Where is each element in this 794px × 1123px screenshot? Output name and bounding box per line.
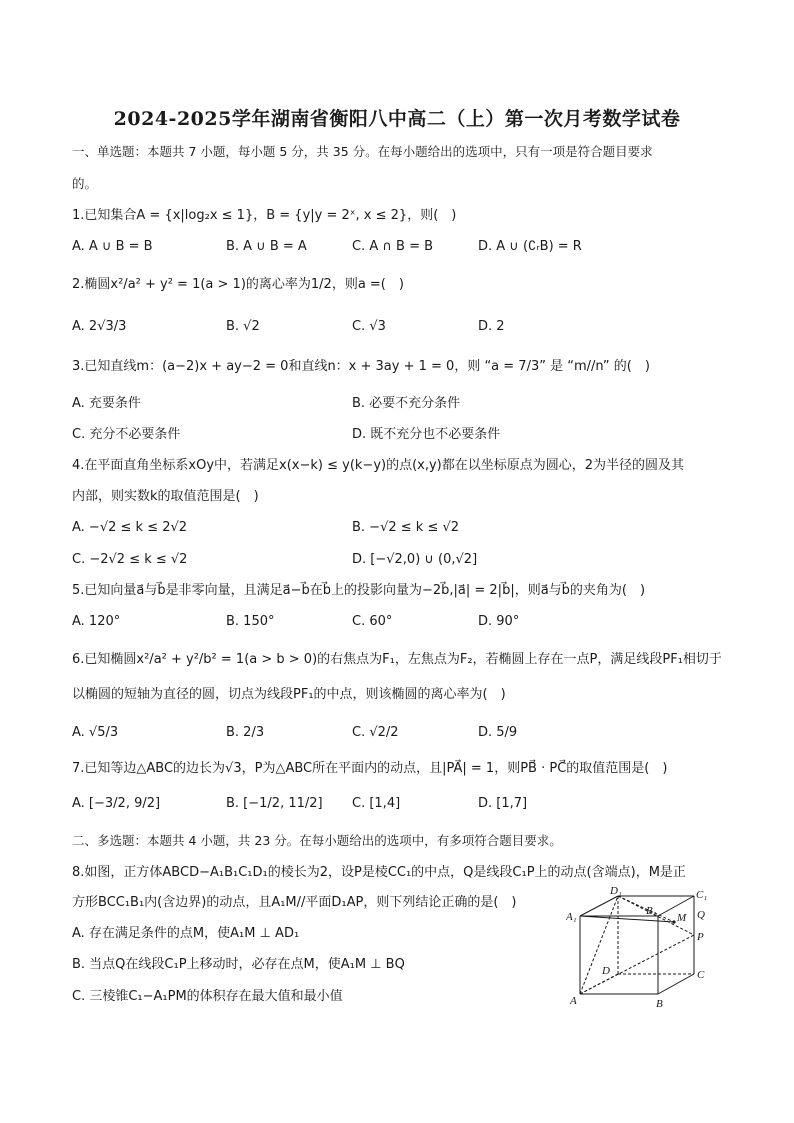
q8-option-a: A. 存在满足条件的点M，使A₁M ⊥ AD₁ (72, 926, 300, 941)
segment-ap (580, 935, 694, 994)
q8-stem-cont: 方形BCC₁B₁内(含边界)的动点，且A₁M//平面D₁AP，则下列结论正确的是( ) (72, 895, 517, 910)
q6-option-d: D. 5/9 (478, 725, 518, 740)
q5-option-a: A. 120° (72, 614, 121, 629)
label-b: B (656, 998, 663, 1010)
q2-option-a: A. 2√3/3 (72, 319, 127, 334)
q1-option-d: D. A ∪ (∁ᵣB) = R (478, 239, 582, 254)
label-m: M (677, 912, 687, 924)
label-p: P (697, 931, 704, 943)
label-a: A (570, 995, 577, 1007)
q4-option-b: B. −√2 ≤ k ≤ √2 (352, 520, 460, 535)
q1-option-b: B. A ∪ B = A (226, 239, 307, 254)
edge-bc (658, 974, 694, 994)
q5-option-c: C. 60° (352, 614, 393, 629)
q5-stem: 5.已知向量a⃗与b⃗是非零向量，且满足a⃗−b⃗在b⃗上的投影向量为−2b⃗,|a⃗| = 2|b⃗|，则a⃗与b⃗的夹角为( ) (72, 583, 646, 598)
q6-option-a: A. √5/3 (72, 725, 119, 740)
q3-option-c: C. 充分不必要条件 (72, 427, 181, 442)
q1-option-a: A. A ∪ B = B (72, 239, 153, 254)
q1-stem: 1.已知集合A = {x|log₂x ≤ 1}，B = {y|y = 2ˣ, x ≤ 2}，则( ) (72, 208, 457, 223)
segment-a1m (580, 916, 674, 922)
q5-option-d: D. 90° (478, 614, 520, 629)
q4-stem: 4.在平面直角坐标系xOy中，若满足x(x−k) ≤ y(k−y)的点(x,y)都在以坐标原点为圆心，2为半径的圆及其 (72, 458, 685, 473)
edge-b1c1 (658, 896, 694, 916)
q3-option-b: B. 必要不充分条件 (352, 396, 461, 411)
section1-heading: 一、单选题：本题共 7 小题，每小题 5 分，共 35 分。在每小题给出的选项中，只有一项是符合题目要求 (72, 144, 653, 159)
q3-option-a: A. 充要条件 (72, 396, 141, 411)
exam-title: 2024-2025学年湖南省衡阳八中高二（上）第一次月考数学试卷 (113, 108, 681, 130)
q6-stem-cont: 以椭圆的短轴为直径的圆，切点为线段PF₁的中点，则该椭圆的离心率为( ) (72, 687, 506, 702)
segment-ad1 (580, 896, 618, 994)
point-m (672, 920, 675, 923)
q1-option-c: C. A ∩ B = B (352, 239, 434, 254)
q3-stem: 3.已知直线m：(a−2)x + ay−2 = 0和直线n：x + 3ay + 1 = 0，则 “a = 7/3” 是 “m//n” 的( ) (72, 359, 650, 374)
label-d1: D₁ (610, 885, 622, 897)
q2-option-b: B. √2 (226, 319, 260, 334)
section2-heading: 二、多选题：本题共 4 小题，共 23 分。在每小题给出的选项中，有多项符合题目要求。 (72, 833, 562, 848)
q8-option-c: C. 三棱锥C₁−A₁PM的体积存在最大值和最小值 (72, 989, 343, 1004)
label-c1: C₁ (696, 889, 708, 901)
q7-option-c: C. [1,4] (352, 796, 401, 811)
q7-option-b: B. [−1/2, 11/2] (226, 796, 323, 811)
q2-option-c: C. √3 (352, 319, 386, 334)
q6-option-b: B. 2/3 (226, 725, 265, 740)
q4-stem-cont: 内部，则实数k的取值范围是( ) (72, 489, 259, 504)
q6-stem: 6.已知椭圆x²/a² + y²/b² = 1(a > b > 0)的右焦点为F₁，左焦点为F₂，若椭圆上存在一点P，满足线段PF₁相切于 (72, 652, 722, 667)
q3-option-d: D. 既不充分也不必要条件 (352, 427, 501, 442)
label-c: C (697, 969, 705, 981)
edge-a1d1 (580, 896, 618, 916)
q6-option-c: C. √2/2 (352, 725, 399, 740)
cube-figure (566, 884, 718, 1012)
label-d: D (602, 965, 610, 977)
q4-option-c: C. −2√2 ≤ k ≤ √2 (72, 552, 188, 567)
section1-heading-cont: 的。 (72, 176, 98, 191)
q7-stem: 7.已知等边△ABC的边长为√3，P为△ABC所在平面内的动点，且|PA⃗| = 1，则PB⃗ · PC⃗的取值范围是( ) (72, 761, 668, 776)
q5-option-b: B. 150° (226, 614, 275, 629)
q2-option-d: D. 2 (478, 319, 505, 334)
q8-stem: 8.如图，正方体ABCD−A₁B₁C₁D₁的棱长为2，设P是棱CC₁的中点，Q是线段C₁P上的动点(含端点)，M是正 (72, 865, 686, 880)
q7-option-d: D. [1,7] (478, 796, 528, 811)
q4-option-a: A. −√2 ≤ k ≤ 2√2 (72, 520, 188, 535)
label-q: Q (697, 909, 705, 921)
q4-option-d: D. [−√2,0) ∪ (0,√2] (352, 552, 478, 567)
q8-option-b: B. 当点Q在线段C₁P上移动时，必存在点M，使A₁M ⊥ BQ (72, 957, 405, 972)
q7-option-a: A. [−3/2, 9/2] (72, 796, 161, 811)
label-b1: B₁ (646, 905, 657, 917)
label-a1: A₁ (566, 911, 577, 923)
q2-stem: 2.椭圆x²/a² + y² = 1(a > 1)的离心率为1/2，则a =( ) (72, 277, 404, 292)
